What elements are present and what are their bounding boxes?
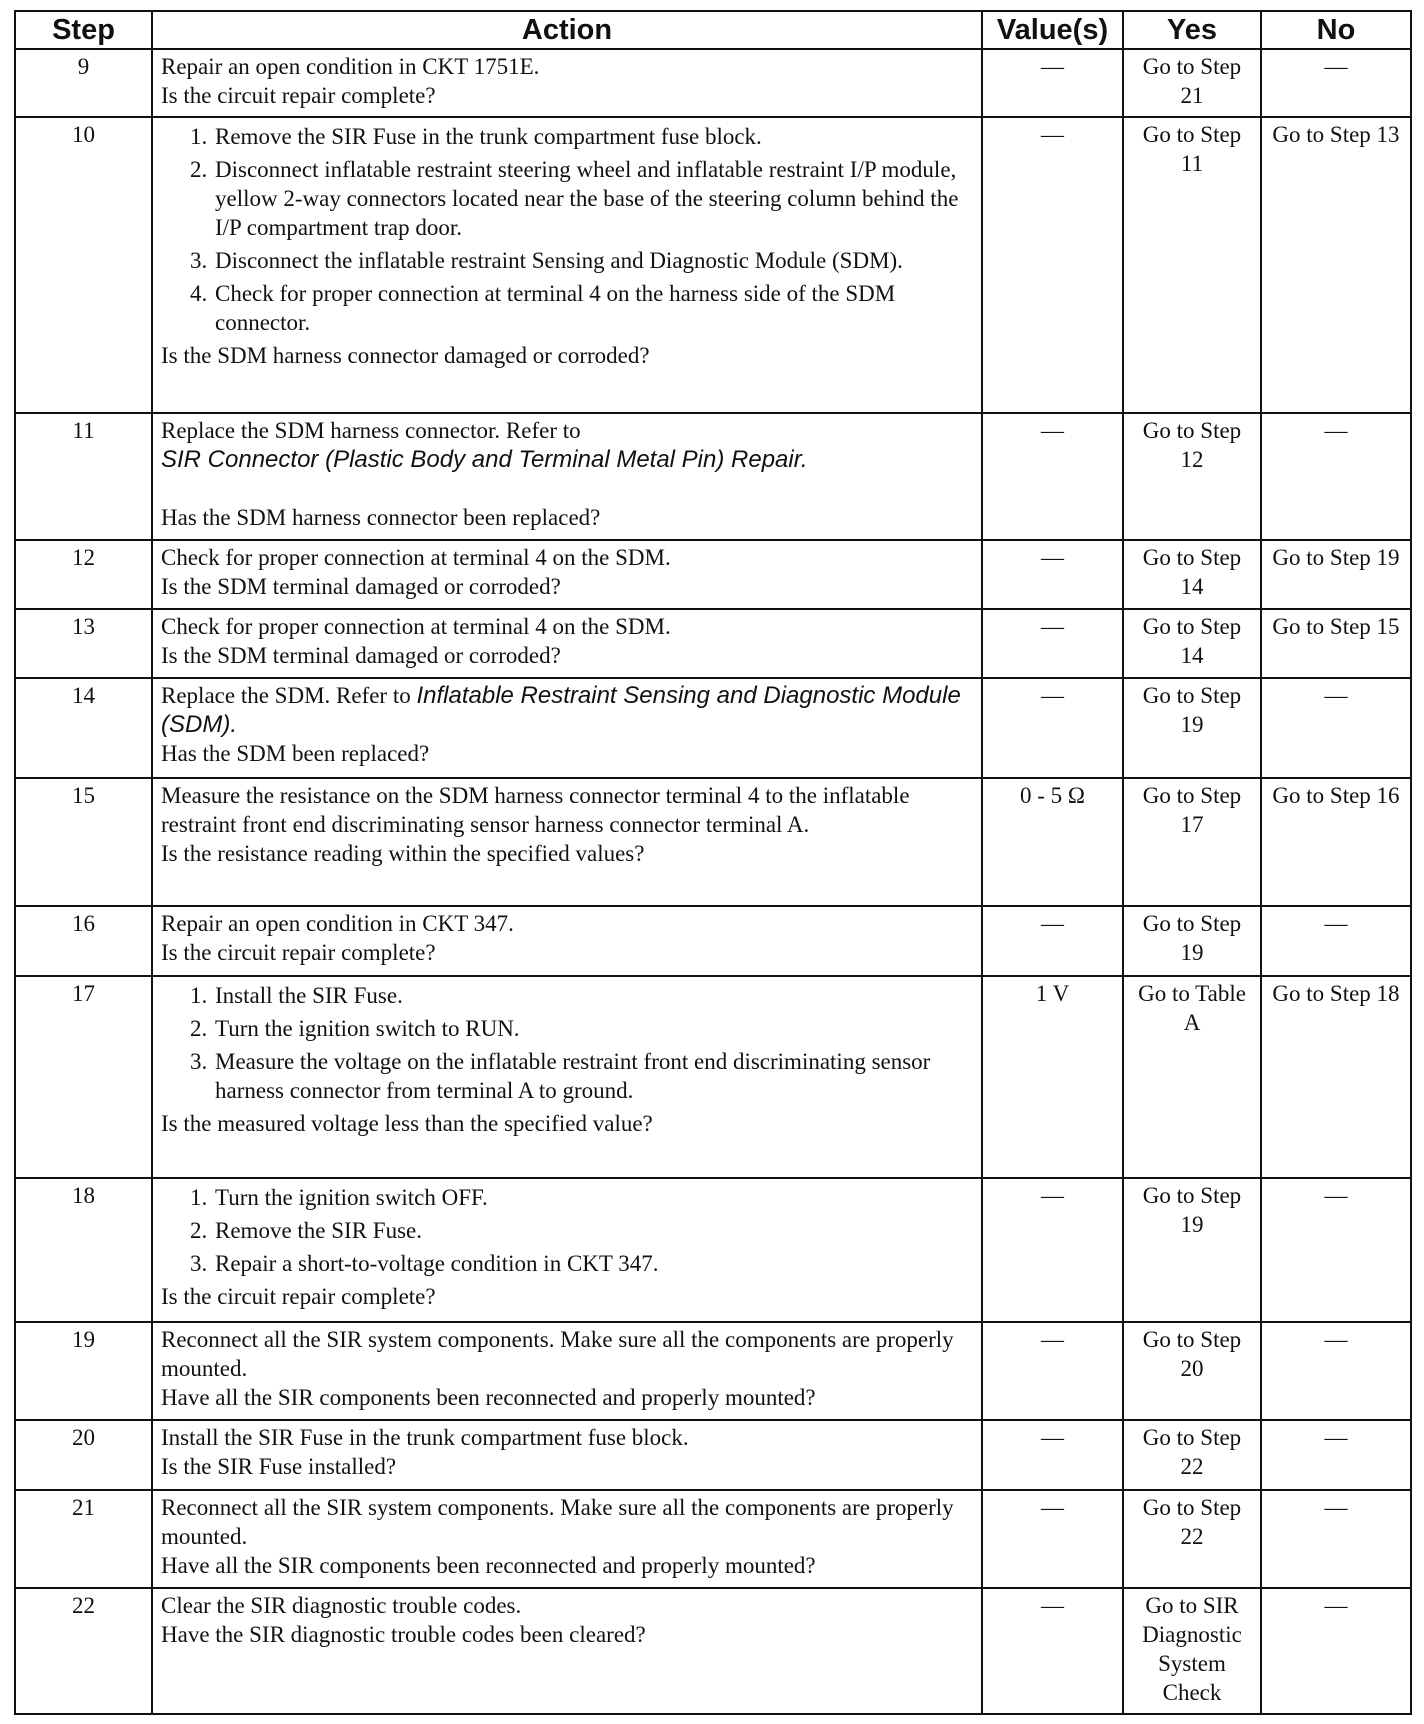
action-cell [152, 1322, 982, 1420]
yes-cell: Go to SIR Diagnostic System Check [1123, 1588, 1261, 1714]
action-question: Is the circuit repair complete? [161, 83, 436, 108]
step-number: 18 [15, 1178, 152, 1322]
list-item: 3. Disconnect the inflatable restraint Sensing and Diagnostic Module (SDM). [213, 246, 973, 275]
header-row [15, 11, 1411, 49]
step-number: 12 [15, 540, 152, 609]
value-cell: — [982, 1490, 1123, 1588]
yes-cell: Go to Step 22 [1123, 1490, 1261, 1588]
action-cell [152, 49, 982, 117]
step-number: 10 [15, 117, 152, 413]
step-number: 14 [15, 678, 152, 778]
yes-cell: Go to Step 19 [1123, 906, 1261, 976]
action-cell [152, 778, 982, 906]
action-line: Repair an open condition in CKT 347. [161, 911, 514, 936]
action-line: Install the SIR Fuse in the trunk compartment fuse block. [161, 1425, 689, 1450]
list-item: 4. Check for proper connection at terminal 4 on the harness side of the SDM connector. [213, 279, 973, 337]
action-cell [152, 413, 982, 540]
step-number: 22 [15, 1588, 152, 1714]
value-cell: — [982, 906, 1123, 976]
diagnostic-table-page [14, 10, 1410, 1715]
action-question: Have all the SIR components been reconnected and properly mounted? [161, 1385, 816, 1410]
table-row [15, 906, 1411, 976]
no-cell: Go to Step 15 [1261, 609, 1411, 678]
table-row [15, 1322, 1411, 1420]
header-step: Step [15, 11, 152, 49]
action-line: Repair an open condition in CKT 1751E. [161, 54, 540, 79]
value-cell: — [982, 117, 1123, 413]
action-cell [152, 117, 982, 413]
yes-cell: Go to Table A [1123, 976, 1261, 1178]
table-row [15, 117, 1411, 413]
value-cell: — [982, 49, 1123, 117]
header-action: Action [152, 11, 982, 49]
list-item: 3. Repair a short-to-voltage condition in CKT 347. [213, 1249, 973, 1278]
yes-cell: Go to Step 12 [1123, 413, 1261, 540]
no-cell: — [1261, 413, 1411, 540]
list-item: 1. Remove the SIR Fuse in the trunk compartment fuse block. [213, 122, 973, 151]
diagnostic-table [14, 10, 1412, 1715]
action-cell [152, 609, 982, 678]
no-cell: Go to Step 16 [1261, 778, 1411, 906]
action-line: Replace the SDM. Refer to [161, 683, 411, 708]
action-question: Is the SDM terminal damaged or corroded? [161, 643, 561, 668]
step-number: 9 [15, 49, 152, 117]
action-question: Has the SDM been replaced? [161, 741, 430, 766]
yes-cell: Go to Step 11 [1123, 117, 1261, 413]
step-number: 13 [15, 609, 152, 678]
spacer [161, 474, 973, 503]
action-cell [152, 1420, 982, 1490]
list-item: 2. Disconnect inflatable restraint steering wheel and inflatable restraint I/P module, yellow 2-way connectors located near the base of the steering column behind the I/P compartment trap door. [213, 155, 973, 242]
yes-cell: Go to Step 22 [1123, 1420, 1261, 1490]
reference-link[interactable]: SIR Connector (Plastic Body and Terminal Metal Pin) Repair. [161, 446, 808, 473]
step-number: 19 [15, 1322, 152, 1420]
list-item: 1. Install the SIR Fuse. [213, 981, 973, 1010]
list-item: 2. Turn the ignition switch to RUN. [213, 1014, 973, 1043]
action-line: Reconnect all the SIR system components. Make sure all the components are properly mounted. [161, 1495, 954, 1549]
no-cell: — [1261, 49, 1411, 117]
value-cell: 0 - 5 Ω [982, 778, 1123, 906]
no-cell: — [1261, 1490, 1411, 1588]
value-cell: — [982, 1322, 1123, 1420]
action-line: Replace the SDM harness connector. Refer to [161, 418, 581, 443]
reference-link[interactable]: Inflatable Restraint Sensing and Diagnostic Module (SDM). [161, 682, 961, 738]
value-cell: — [982, 413, 1123, 540]
action-cell [152, 540, 982, 609]
no-cell: — [1261, 1178, 1411, 1322]
list-item: 2. Remove the SIR Fuse. [213, 1216, 973, 1245]
value-cell: — [982, 540, 1123, 609]
table-row [15, 1490, 1411, 1588]
table-row [15, 1178, 1411, 1322]
action-question: Is the circuit repair complete? [161, 940, 436, 965]
list-item: 3. Measure the voltage on the inflatable restraint front end discriminating sensor harness connector from terminal A to ground. [213, 1047, 973, 1105]
table-row [15, 678, 1411, 778]
action-line: Measure the resistance on the SDM harness connector terminal 4 to the inflatable restraint front end discriminating sensor harness connector terminal A. [161, 783, 910, 837]
no-cell: — [1261, 1420, 1411, 1490]
no-cell: — [1261, 906, 1411, 976]
table-row [15, 1588, 1411, 1714]
action-cell [152, 1490, 982, 1588]
header-no: No [1261, 11, 1411, 49]
action-cell [152, 678, 982, 778]
yes-cell: Go to Step 14 [1123, 540, 1261, 609]
yes-cell: Go to Step 14 [1123, 609, 1261, 678]
yes-cell: Go to Step 19 [1123, 1178, 1261, 1322]
step-number: 16 [15, 906, 152, 976]
yes-cell: Go to Step 17 [1123, 778, 1261, 906]
action-line: Check for proper connection at terminal 4 on the SDM. [161, 614, 671, 639]
table-row [15, 1420, 1411, 1490]
no-cell: — [1261, 678, 1411, 778]
step-number: 15 [15, 778, 152, 906]
header-values: Value(s) [982, 11, 1123, 49]
action-cell [152, 906, 982, 976]
yes-cell: Go to Step 21 [1123, 49, 1261, 117]
action-question: Is the resistance reading within the specified values? [161, 841, 645, 866]
action-question: Is the circuit repair complete? [161, 1284, 436, 1309]
action-question: Has the SDM harness connector been replaced? [161, 505, 601, 530]
action-line: Check for proper connection at terminal 4 on the SDM. [161, 545, 671, 570]
step-number: 17 [15, 976, 152, 1178]
table-row [15, 778, 1411, 906]
no-cell: Go to Step 18 [1261, 976, 1411, 1178]
action-steps-list [161, 981, 973, 1105]
no-cell: Go to Step 13 [1261, 117, 1411, 413]
value-cell: — [982, 609, 1123, 678]
no-cell: Go to Step 19 [1261, 540, 1411, 609]
table-row [15, 413, 1411, 540]
action-line: Reconnect all the SIR system components. Make sure all the components are properly mounted. [161, 1327, 954, 1381]
step-number: 11 [15, 413, 152, 540]
table-row [15, 976, 1411, 1178]
action-question: Is the SDM terminal damaged or corroded? [161, 574, 561, 599]
action-question: Is the SIR Fuse installed? [161, 1454, 397, 1479]
action-question: Is the measured voltage less than the specified value? [161, 1111, 653, 1136]
value-cell: 1 V [982, 976, 1123, 1178]
action-question: Have the SIR diagnostic trouble codes been cleared? [161, 1622, 646, 1647]
step-number: 21 [15, 1490, 152, 1588]
action-question: Is the SDM harness connector damaged or corroded? [161, 343, 650, 368]
action-steps-list [161, 122, 973, 337]
no-cell: — [1261, 1588, 1411, 1714]
header-yes: Yes [1123, 11, 1261, 49]
table-row [15, 540, 1411, 609]
yes-cell: Go to Step 19 [1123, 678, 1261, 778]
table-row [15, 609, 1411, 678]
action-steps-list [161, 1183, 973, 1278]
action-cell [152, 1588, 982, 1714]
list-item: 1. Turn the ignition switch OFF. [213, 1183, 973, 1212]
value-cell: — [982, 1420, 1123, 1490]
table-row [15, 49, 1411, 117]
value-cell: — [982, 1588, 1123, 1714]
no-cell: — [1261, 1322, 1411, 1420]
step-number: 20 [15, 1420, 152, 1490]
action-line: Clear the SIR diagnostic trouble codes. [161, 1593, 522, 1618]
value-cell: — [982, 1178, 1123, 1322]
action-cell [152, 1178, 982, 1322]
value-cell: — [982, 678, 1123, 778]
action-cell [152, 976, 982, 1178]
yes-cell: Go to Step 20 [1123, 1322, 1261, 1420]
action-question: Have all the SIR components been reconnected and properly mounted? [161, 1553, 816, 1578]
